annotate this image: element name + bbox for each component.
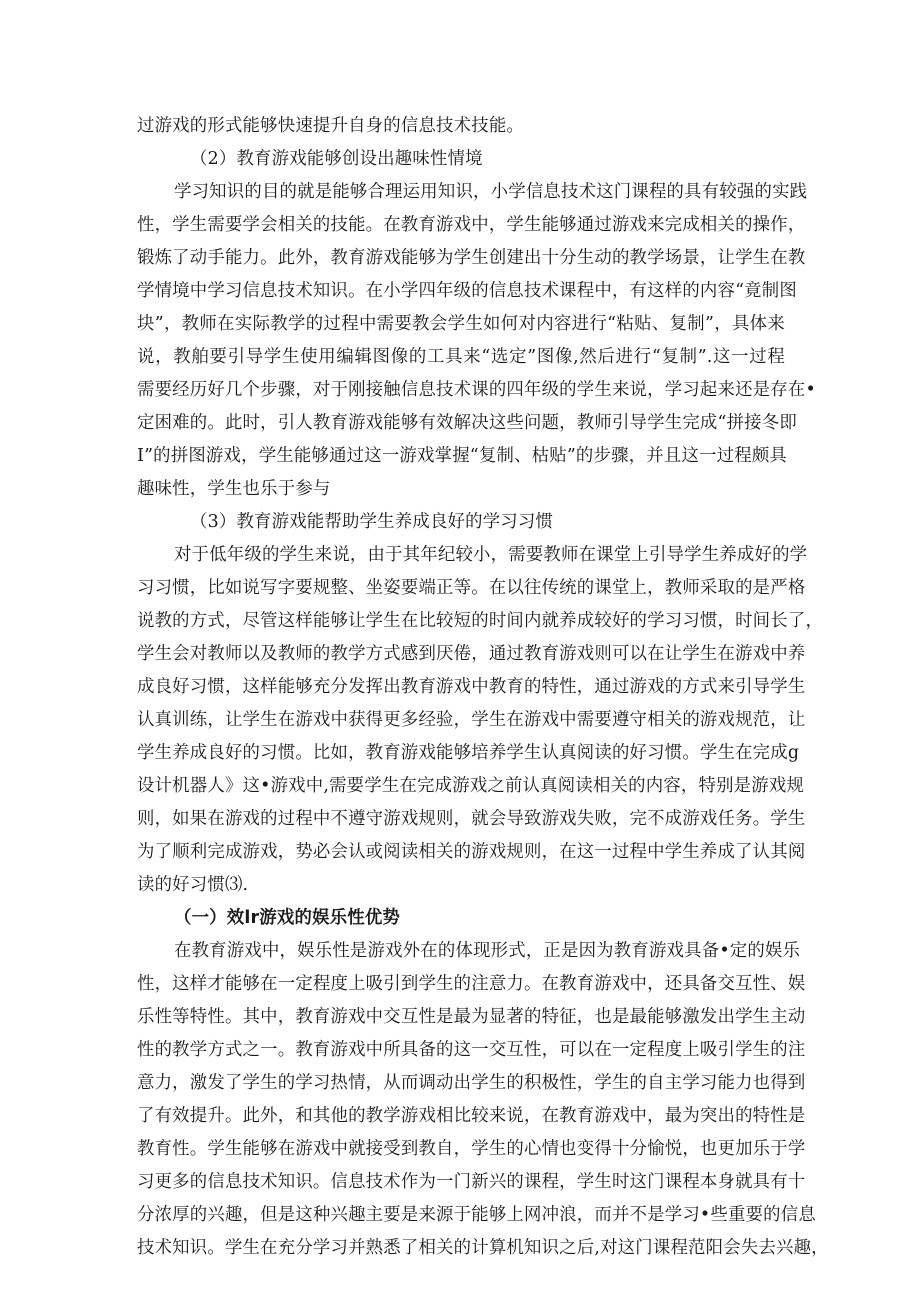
paragraph-line: 锻炼了动手能力。此外，教育游戏能够为学生创建出十分生动的教学场景，让学生在教 [137,248,806,268]
paragraph-line: 过游戏的形式能够快速提升自身的信息技术技能。 [137,116,524,136]
section-heading: （一）效lr游戏的娱乐性优势 [174,908,401,928]
paragraph-line: 了有效提升。此外，和其他的教学游戏相比较来说，在教育游戏中，最为突出的特性是 [137,1106,806,1126]
paragraph-line: 性的教学方式之一。教育游戏中所具备的这一交互性，可以在一定程度上吸引学生的注 [137,1040,806,1060]
paragraph-line: 学习知识的目的就是能够合理运用知识，小学信息技术这门课程的具有较强的实践 [174,182,808,202]
paragraph-line: 习更多的信息技术知识。信息技术作为一门新兴的课程，学生时这门课程本身就具有十 [137,1172,806,1192]
paragraph-line: 教育性。学生能够在游戏中就接受到教自，学生的心情也变得十分愉悦，也更加乐于学 [137,1139,806,1159]
paragraph-line: 块”，教师在实际教学的过程中需要教会学生如何对内容进行“粘贴、复制”，具体来 [137,314,785,334]
section-heading: （2）教育游戏能够创设出趣味性情境 [190,149,483,169]
paragraph-line: 分浓厚的兴趣，但是这种兴趣主要是来源于能够上网冲浪，而并不是学习•些重要的信息 [137,1205,816,1225]
paragraph-line: 为了顺利完成游戏，势必会认或阅读相关的游戏规则，在这一过程中学生养成了认其阅 [137,842,806,862]
paragraph-line: 乐性等特性。其中，教育游戏中交互性是最为显著的特征，也是最能够激发出学生主动 [137,1007,806,1027]
paragraph-line: 则，如果在游戏的过程中不遵守游戏规则，就会导致游戏失败，完不成游戏任务。学生 [137,809,806,829]
paragraph-line: 在教育游戏中，娱乐性是游戏外在的体现形式，正是因为教育游戏具备•定的娱乐 [174,941,801,961]
paragraph-line: 学生养成良好的习惯。比如，教育游戏能够培养学生认真阅读的好习惯。学生在完成g [137,743,800,763]
section-heading: （3）教育游戏能帮助学生养成良好的学习习惯 [190,512,554,532]
paragraph-line: 说，教舶要引导学生使用编辑图像的工具来“选定”图像,然后进行“复制”.这一过程 [137,347,785,367]
paragraph-line: 学生会对教师以及教师的教学方式感到厌倦，通过教育游戏则可以在让学生在游戏中养 [137,644,806,664]
paragraph-line: 需要经历好几个步骤，对于刚接触信息技术课的四年级的学生来说，学习起来还是存在• [137,380,816,400]
paragraph-line: 对于低年级的学生来说，由于其年纪较小，需要教师在课堂上引导学生养成好的学 [174,545,808,565]
paragraph-line: 成良好习惯，这样能够充分发挥出教育游戏中教育的特性，通过游戏的方式来引导学生 [137,677,806,697]
paragraph-line: 性，学生需要学会相关的技能。在教育游戏中，学生能够通过游戏来完成相关的操作， [137,215,806,235]
paragraph-line: 性，这样才能够在一定程度上吸引到学生的注意力。在教育游戏中，还具备交互性、娱 [137,974,806,994]
paragraph-line: 定困难的。此时，引人教育游戏能够有效解决这些问题，教师引导学生完成“拼接冬即 [137,413,797,433]
paragraph-line: 习习惯，比如说写字要规整、坐姿要端正等。在以往传统的课堂上，教师采取的是严格 [137,578,806,598]
paragraph-line: 趣味性，学生也乐于参与 [137,479,331,499]
paragraph-line: 读的好习惯⑶. [137,875,249,895]
paragraph-line: 设计机器人》这•游戏中,需要学生在完成游戏之前认真阅读相关的内容，特别是游戏规 [137,776,805,796]
paragraph-line: 技术知识。学生在充分学习并熟悉了相关的计算机知识之后,对这门课程范阳会失去兴趣， [137,1238,829,1258]
paragraph-line: I”的拼图游戏，学生能够通过这一游戏掌握“复制、枯贴”的步骤，并且这一过程颇具 [137,446,788,466]
paragraph-line: 学情境中学习信息技术知识。在小学四年级的信息技术课程中，有这样的内容“竟制图 [137,281,797,301]
paragraph-line: 认真训练，让学生在游戏中获得更多经验，学生在游戏中需要遵守相关的游戏规范，让 [137,710,806,730]
paragraph-line: 说教的方式，尽管这样能够让学生在比较短的时间内就养成较好的学习习惯，时间长了， [137,611,824,631]
paragraph-line: 意力，激发了学生的学习热情，从而调动出学生的积极性，学生的自主学习能力也得到 [137,1073,806,1093]
